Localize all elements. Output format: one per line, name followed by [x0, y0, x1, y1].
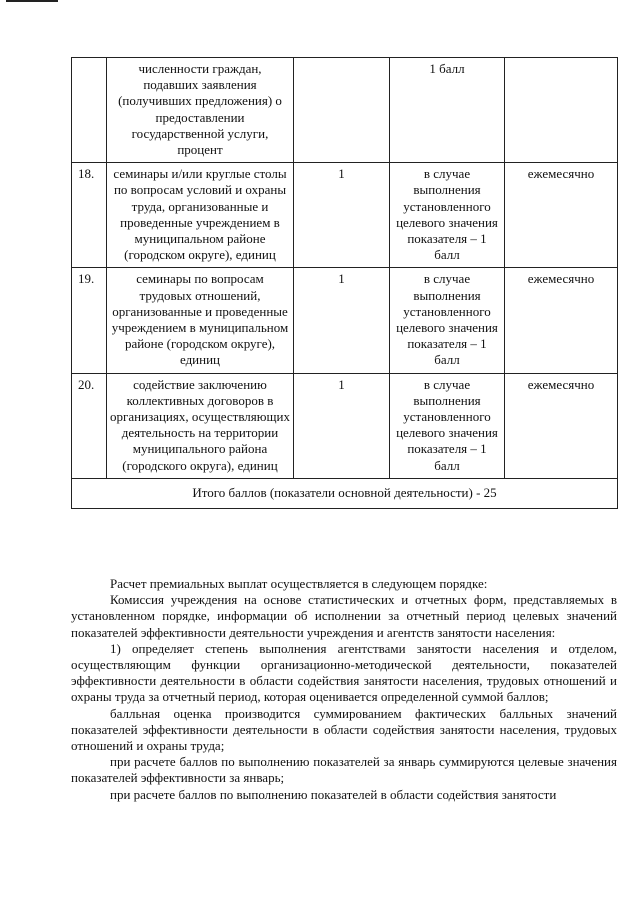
frequency-cell: ежемесячно — [505, 268, 618, 373]
table-row — [72, 373, 618, 478]
total-score: Итого баллов (показатели основной деятельности) - 25 — [72, 478, 618, 508]
scan-edge-mark — [6, 0, 58, 2]
paragraph: при расчете баллов по выполнению показателей в области содействия занятости — [110, 786, 557, 802]
paragraph: 1) определяет степень выполнения агентствами занятости населения и отделом, осуществляющим функции организационно-методической деятельности, показателей эффективности деятельности в области содействия занятости населения, трудовых отношений и охраны труда за отчетный период, которая оценивается определенной суммой баллов; — [71, 640, 617, 705]
indicators-table — [71, 57, 618, 509]
paragraph: балльная оценка производится суммированием фактических балльных значений показателей эффективности деятельности в области содействия занятости населения, трудовых отношений и охраны труда; — [71, 705, 617, 754]
condition-cell: в случае выполнения установленного целевого значения показателя – 1 балл — [390, 163, 505, 268]
value-cell: 1 — [294, 163, 390, 268]
row-number — [72, 58, 107, 163]
table-row — [72, 268, 618, 373]
frequency-cell — [505, 58, 618, 163]
row-number: 20. — [72, 373, 107, 478]
row-number: 19. — [72, 268, 107, 373]
indicator-cell: содействие заключению коллективных договоров в организациях, осуществляющих деятельность на территории муниципального района (городского округа), единиц — [107, 373, 294, 478]
indicator-cell: семинары по вопросам трудовых отношений, организованные и проведенные учреждением в муниципальном районе (городском округе), единиц — [107, 268, 294, 373]
table-row — [72, 163, 618, 268]
value-cell — [294, 58, 390, 163]
row-number: 18. — [72, 163, 107, 268]
value-cell: 1 — [294, 268, 390, 373]
condition-cell: в случае выполнения установленного целевого значения показателя – 1 балл — [390, 373, 505, 478]
paragraph: Комиссия учреждения на основе статистических и отчетных форм, представляемых в установленном порядке, информации об исполнении за отчетный период целевых значений показателей эффективности деятельности учреждения и агентств занятости населения: — [71, 592, 617, 640]
condition-cell: в случае выполнения установленного целевого значения показателя – 1 балл — [390, 268, 505, 373]
indicator-cell: численности граждан, подавших заявления (получивших предложения) о предоставлении государственной услуги, процент — [107, 58, 294, 163]
paragraph: при расчете баллов по выполнению показателей за январь суммируются целевые значения показателей эффективности за январь; — [71, 754, 617, 786]
table-total-row — [72, 478, 618, 508]
value-cell: 1 — [294, 373, 390, 478]
table-row — [72, 58, 618, 163]
paragraph: Расчет премиальных выплат осуществляется в следующем порядке: — [110, 576, 488, 591]
body-text — [71, 576, 617, 803]
frequency-cell: ежемесячно — [505, 163, 618, 268]
condition-cell: 1 балл — [390, 58, 505, 163]
indicator-cell: семинары и/или круглые столы по вопросам условий и охраны труда, организованные и проведенные учреждением в муниципальном районе (городском округе), единиц — [107, 163, 294, 268]
frequency-cell: ежемесячно — [505, 373, 618, 478]
